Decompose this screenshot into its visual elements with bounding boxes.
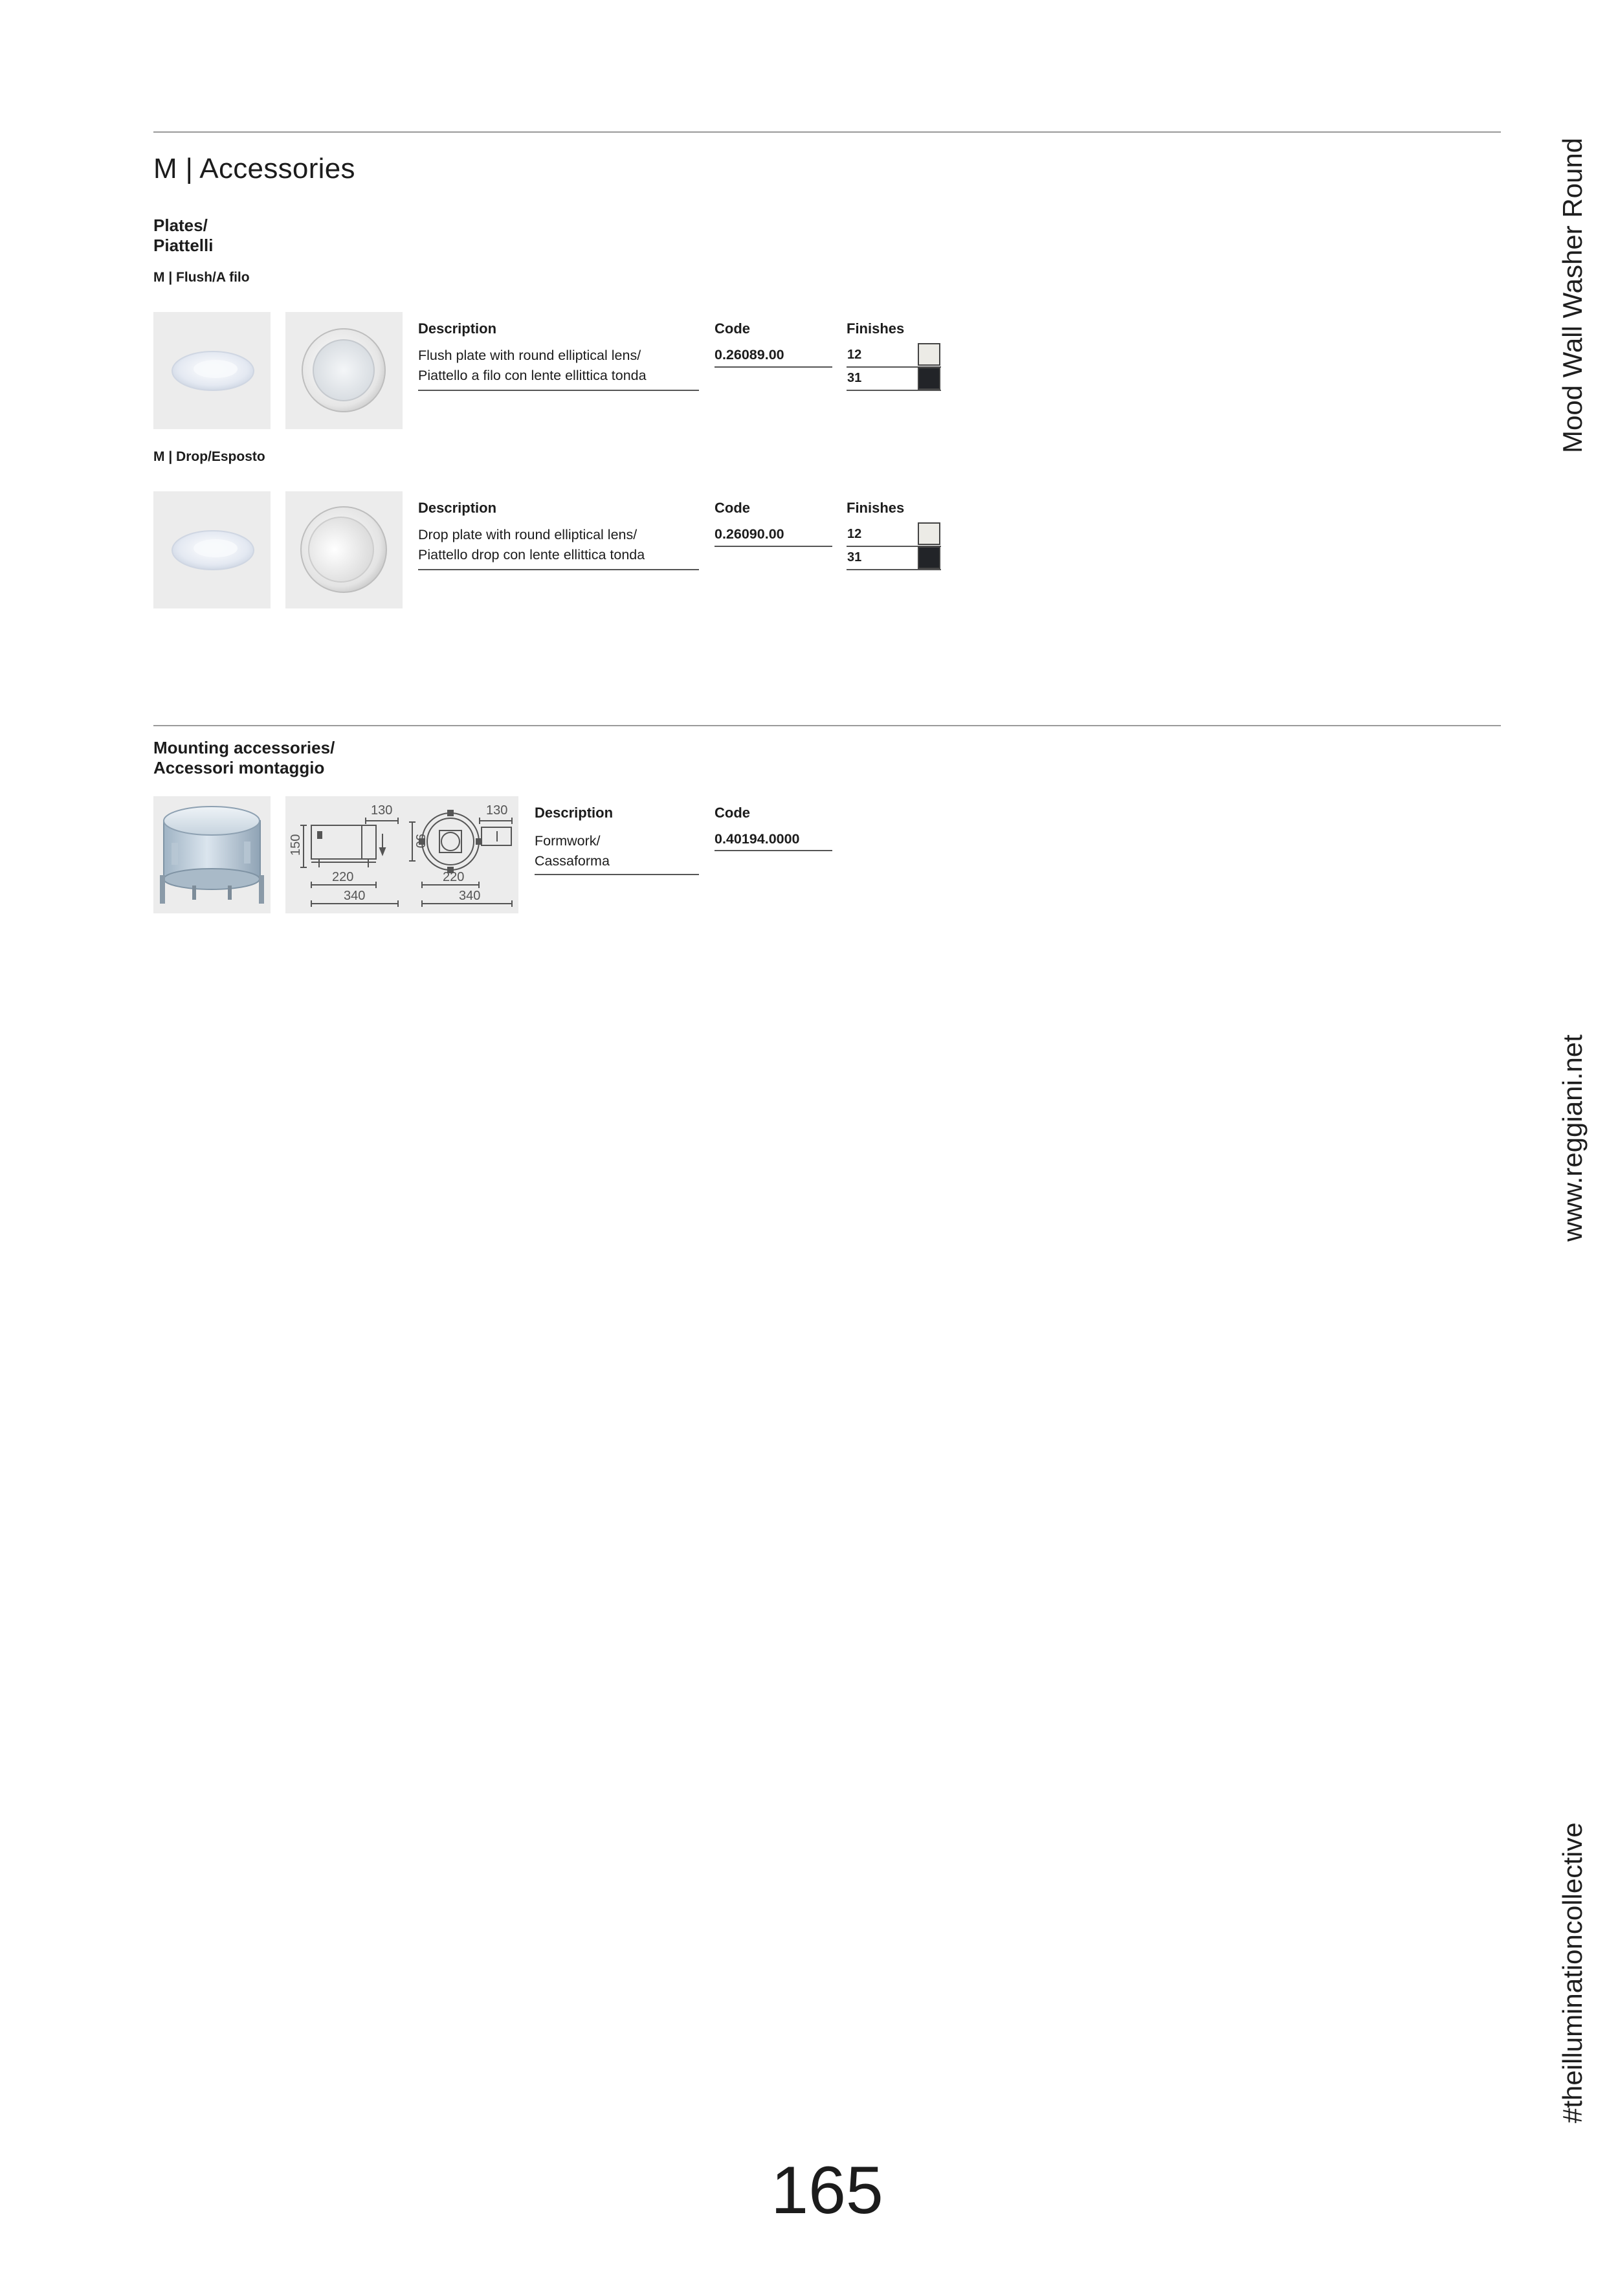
drop-code: 0.26090.00: [715, 526, 784, 542]
flush-finish-code: 12: [847, 348, 862, 362]
side-dim-height: 150: [289, 834, 303, 856]
formwork-technical-drawing: [285, 796, 518, 913]
sidebar-hashtag: #theilluminationcollective: [1557, 1822, 1588, 2123]
section-rule: [153, 725, 1501, 726]
side-dim-inner: 220: [332, 870, 354, 884]
flush-description-header: Description: [418, 320, 497, 337]
flush-code: 0.26089.00: [715, 347, 784, 362]
drop-finish-underline: [847, 569, 941, 570]
formwork-description: [535, 831, 610, 871]
plates-heading-line1: Plates/: [153, 216, 208, 235]
page-title: M | Accessories: [153, 153, 355, 184]
flush-finishes-header: Finishes: [847, 320, 905, 337]
drop-description: [418, 525, 645, 565]
formwork-code-header: Code: [715, 805, 750, 821]
flush-plate-image-angle: [153, 312, 271, 429]
flush-description-line1: Flush plate with round elliptical lens/: [418, 348, 641, 363]
drop-plate-image-angle: [153, 491, 271, 608]
side-dim-top: 130: [371, 803, 393, 818]
flush-description-line2: Piattello a filo con lente ellittica tonda: [418, 368, 647, 383]
sidebar-website: www.reggiani.net: [1557, 1034, 1588, 1242]
drop-finish-code: 12: [847, 527, 862, 541]
drop-description-line2: Piattello drop con lente ellittica tonda: [418, 547, 645, 563]
side-dim-outer: 340: [344, 889, 366, 903]
sidebar-product-name: Mood Wall Washer Round: [1557, 137, 1588, 453]
flush-subheading: M | Flush/A filo: [153, 270, 250, 285]
front-dim-top: 130: [486, 803, 508, 818]
flush-plate-image-front: [285, 312, 403, 429]
formwork-description-header: Description: [535, 805, 614, 821]
top-rule: [153, 131, 1501, 133]
drop-description-underline: [418, 569, 699, 570]
front-dim-outer: 340: [459, 889, 481, 903]
flush-code-underline: [715, 366, 832, 368]
front-dim-height: 90: [413, 834, 427, 849]
flush-code-header: Code: [715, 320, 750, 337]
drop-code-underline: [715, 546, 832, 547]
mounting-heading: [153, 738, 335, 778]
plates-heading: [153, 216, 213, 256]
drop-finishes-header: Finishes: [847, 500, 905, 516]
formwork-description-line2: Cassaforma: [535, 853, 610, 869]
formwork-image: [153, 796, 271, 913]
flush-finish-underline: [847, 390, 941, 391]
formwork-description-underline: [535, 874, 699, 875]
drop-finish-swatch: [918, 546, 940, 569]
flush-finish-code: 31: [847, 371, 862, 385]
flush-finish-swatch: [918, 343, 940, 366]
drop-description-line1: Drop plate with round elliptical lens/: [418, 527, 637, 542]
flush-description-underline: [418, 390, 699, 391]
formwork-code: 0.40194.0000: [715, 831, 800, 847]
drop-subheading: M | Drop/Esposto: [153, 449, 265, 464]
flush-finish-swatch: [918, 367, 940, 390]
drop-plate-image-front: [285, 491, 403, 608]
drop-finish-code: 31: [847, 550, 862, 564]
front-dim-inner: 220: [443, 870, 465, 884]
plates-heading-line2: Piattelli: [153, 236, 214, 255]
mounting-heading-line1: Mounting accessories/: [153, 738, 335, 757]
drop-finish-swatch: [918, 522, 940, 545]
flush-description: [418, 346, 647, 386]
mounting-heading-line2: Accessori montaggio: [153, 758, 325, 777]
drop-description-header: Description: [418, 500, 497, 516]
drop-code-header: Code: [715, 500, 750, 516]
page-number: 165: [771, 2153, 883, 2228]
formwork-code-underline: [715, 850, 832, 851]
formwork-description-line1: Formwork/: [535, 833, 601, 849]
